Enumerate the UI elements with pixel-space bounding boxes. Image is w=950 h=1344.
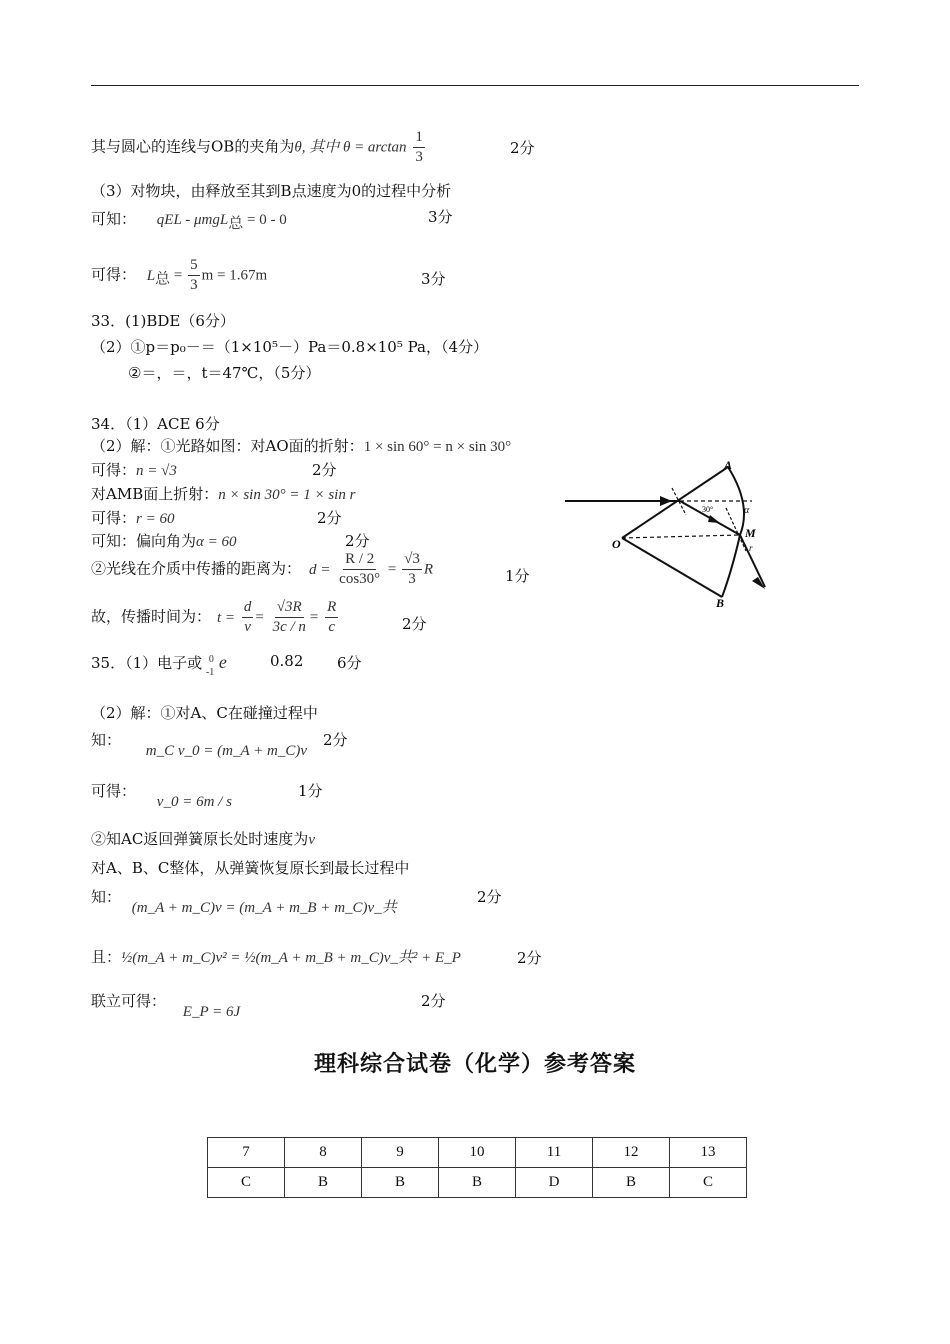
line-10	[91, 459, 177, 480]
table-answer-cell: C	[208, 1168, 285, 1198]
label-A: A	[724, 458, 733, 472]
table-header-row	[208, 1138, 747, 1168]
table-header-cell: 7	[208, 1138, 285, 1168]
label-r: r	[749, 543, 753, 553]
line-4-fraction	[188, 258, 200, 293]
score-15: 2分	[402, 615, 427, 633]
table-header-cell: 9	[362, 1138, 439, 1168]
line-12-math: r = 60	[136, 511, 175, 527]
score-22: 2分	[477, 888, 502, 906]
frac-num: √3R	[275, 600, 304, 618]
frac-den: 3c / n	[272, 619, 306, 635]
line-18	[91, 729, 307, 759]
refracted-arrow	[708, 515, 720, 523]
table-header-cell: 12	[593, 1138, 670, 1168]
line-11-math: n × sin 30° = 1 × sin r	[218, 487, 356, 503]
line-10-text: 可得：	[91, 461, 137, 479]
line-15-math: t =	[217, 609, 236, 626]
line-15-frac2	[271, 600, 308, 635]
frac-num: √3	[402, 552, 422, 570]
table-answer-cell: B	[285, 1168, 362, 1198]
label-M: M	[745, 526, 756, 540]
line-9-text: （2）解：①光路如图：对AO面的折射：	[91, 437, 364, 455]
frac-num: R / 2	[343, 552, 376, 570]
line-22	[91, 886, 397, 916]
line-15-frac1	[242, 600, 254, 635]
table-answer-cell: D	[516, 1168, 593, 1198]
electron-notation	[205, 654, 219, 678]
line-3-math2: = 0 - 0	[243, 212, 287, 228]
table-header-cell: 8	[285, 1138, 362, 1168]
line-17: （2）解：①对A、C在碰撞过程中	[91, 704, 318, 722]
line-14-tail: R	[423, 561, 434, 578]
line-20-math: v	[308, 832, 315, 848]
line-7: ②＝，＝，t＝47℃，（5分）	[128, 364, 321, 382]
line-22-text: 知：	[91, 888, 122, 906]
score-19: 1分	[298, 782, 323, 800]
line-15: 故，传播时间为： t = $\frac{d}{v}$ = $\frac{√3R}{3c / n}$ = $\frac{R}{c}$	[91, 599, 337, 635]
table-header-cell: 13	[670, 1138, 747, 1168]
line-OB	[622, 538, 722, 597]
line-22-math: (m_A + m_C)v = (m_A + m_B + m_C)v_共	[131, 900, 397, 916]
line-1	[91, 130, 427, 165]
optics-diagram	[560, 455, 775, 615]
line-13-text: 可知：偏向角为	[91, 532, 197, 550]
line-14	[91, 552, 433, 587]
line-19	[91, 780, 232, 810]
answer-0-82: 0.82	[270, 652, 304, 670]
line-12-text: 可得：	[91, 509, 137, 527]
frac-num: 1	[413, 130, 425, 148]
line-3-text: 可知：	[91, 210, 137, 228]
frac-den: v	[244, 619, 251, 635]
line-5: 33．(1)BDE（6分）	[91, 312, 235, 330]
score-13: 2分	[345, 532, 370, 550]
line-9-math: 1 × sin 60° = n × sin 30°	[363, 439, 512, 455]
line-21: 对A、B、C整体，从弹簧恢复原长到最长过程中	[91, 859, 410, 877]
line-4	[91, 258, 267, 293]
line-3-math: qEL - μmgL	[156, 212, 229, 228]
line-23	[91, 946, 461, 967]
line-2: （3）对物块，由释放至其到B点速度为0的过程中分析	[91, 182, 452, 200]
table-answer-cell: B	[439, 1168, 516, 1198]
line-20-text: ②知AC返回弹簧原长处时速度为	[91, 830, 309, 848]
frac-num: d	[242, 600, 254, 618]
line-15-frac3	[325, 600, 338, 635]
score-23: 2分	[517, 949, 542, 967]
line-OA	[622, 467, 728, 538]
score-3: 3分	[428, 208, 453, 226]
line-13-math: α = 60	[196, 534, 237, 550]
line-4-math: L	[146, 267, 156, 284]
line-1-fraction	[413, 130, 425, 165]
table-answer-cell: B	[362, 1168, 439, 1198]
line-3-sub: 总	[228, 216, 244, 232]
line-10-math: n = √3	[136, 463, 177, 479]
line-19-text: 可得：	[91, 782, 137, 800]
line-8: 34．（1）ACE 6分	[91, 415, 220, 433]
label-O: O	[612, 537, 621, 551]
electron-symbol: e	[218, 652, 227, 672]
line-16-text: 35．（1）电子或	[91, 654, 203, 672]
table-header-cell: 10	[439, 1138, 516, 1168]
frac-den: c	[328, 619, 336, 635]
electron-sub: -1	[205, 667, 215, 678]
line-4-eq: =	[170, 267, 187, 284]
line-1-math: θ, 其中 θ = arctan	[294, 139, 407, 156]
line-18-text: 知：	[91, 731, 122, 749]
line-4-text: 可得：	[91, 265, 137, 284]
label-angle: 30°	[702, 505, 714, 514]
line-14-text: ②光线在介质中传播的距离为：	[91, 559, 302, 578]
line-11	[91, 483, 355, 504]
frac-den: 3	[190, 277, 198, 293]
line-23-math: ½(m_A + m_C)v² = ½(m_A + m_B + m_C)v_共² + E_P	[121, 950, 461, 966]
table-answer-cell: B	[593, 1168, 670, 1198]
line-9	[91, 435, 511, 456]
frac-num: R	[325, 600, 338, 618]
score-16: 6分	[337, 654, 362, 672]
score-24: 2分	[421, 992, 446, 1010]
line-19-math: v_0 = 6m / s	[156, 794, 232, 810]
line-24	[91, 990, 241, 1020]
line-14-frac1	[337, 552, 382, 587]
line-24-math: E_P = 6J	[182, 1004, 241, 1020]
frac-den: cos30°	[339, 571, 381, 587]
line-11-text: 对AMB面上折射：	[91, 485, 219, 503]
line-13	[91, 530, 237, 551]
line-12	[91, 507, 174, 528]
score-10: 2分	[312, 461, 337, 479]
line-14-eq: =	[384, 561, 401, 578]
score-12: 2分	[317, 509, 342, 527]
line-20	[91, 828, 315, 849]
line-1-text: 其与圆心的连线与OB的夹角为	[91, 137, 295, 156]
header-rule	[91, 85, 859, 86]
line-3	[91, 208, 287, 233]
line-4-sub: 总	[155, 271, 171, 288]
line-24-text: 联立可得：	[91, 992, 167, 1010]
label-B: B	[716, 596, 725, 610]
table-answer-row	[208, 1168, 747, 1198]
line-4-rest: m = 1.67m	[201, 267, 268, 284]
electron-sup: 0	[208, 654, 214, 665]
frac-den: 3	[408, 571, 416, 587]
table-header-cell: 11	[516, 1138, 593, 1168]
line-14-math: d =	[309, 561, 331, 578]
score-18: 2分	[323, 731, 348, 749]
line-6: （2）①p＝p₀－＝（1×10⁵－）Pa＝0.8×10⁵ Pa，（4分）	[91, 338, 489, 356]
label-alpha: α	[744, 505, 750, 516]
frac-den: 3	[415, 149, 423, 165]
dashed-OM	[622, 535, 740, 538]
score-4: 3分	[421, 270, 446, 288]
score-14: 1分	[505, 567, 530, 585]
table-answer-cell: C	[670, 1168, 747, 1198]
answer-table	[207, 1137, 747, 1198]
line-18-math: m_C v_0 = (m_A + m_C)v	[145, 743, 307, 759]
section-title: 理科综合试卷（化学）参考答案	[313, 1052, 636, 1077]
line-14-frac2	[402, 552, 422, 587]
score-1: 2分	[510, 139, 535, 157]
frac-num: 5	[188, 258, 200, 276]
line-15-text: 故，传播时间为：	[91, 607, 212, 626]
line-23-text: 且：	[91, 948, 122, 966]
line-16	[91, 652, 227, 678]
incident-arrow	[660, 496, 672, 506]
